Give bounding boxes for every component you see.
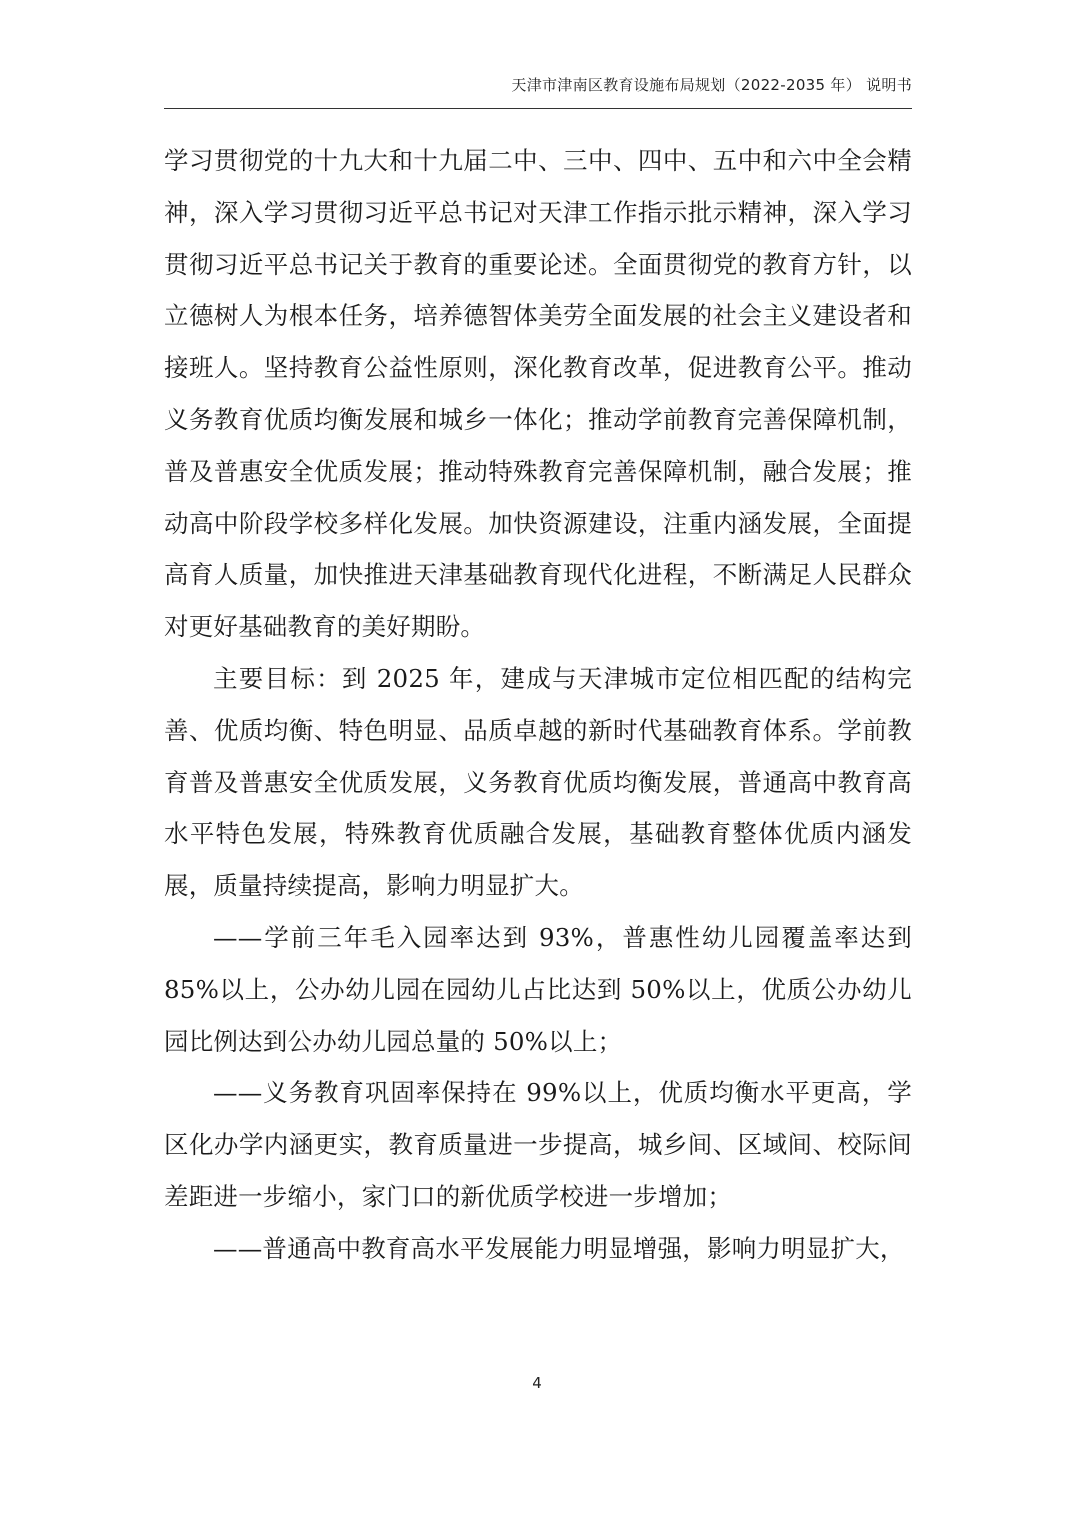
paragraph-main-goals: 主要目标：到 2025 年，建成与天津城市定位相匹配的结构完善、优质均衡、特色明显、品质卓越的新时代基础教育体系。学前教育普及普惠安全优质发展，义务教育优质均衡发展，普通高中教育高水平特色发展，特殊教育优质融合发展，基础教育整体优质内涵发展，质量持续提高，影响力明显扩大。 [164,663,912,901]
running-header: 天津市津南区教育设施布局规划（2022-2035 年） 说明书 [511,76,912,94]
paragraph-guiding-ideology: 学习贯彻党的十九大和十九届二中、三中、四中、五中和六中全会精神，深入学习贯彻习近平总书记对天津工作指示批示精神，深入学习贯彻习近平总书记关于教育的重要论述。全面贯彻党的教育方针，以立德树人为根本任务，培养德智体美劳全面发展的社会主义建设者和接班人。坚持教育公益性原则，深化教育改革，促进教育公平。推动义务教育优质均衡发展和城乡一体化；推动学前教育完善保障机制，普及普惠安全优质发展；推动特殊教育完善保障机制，融合发展；推动高中阶段学校多样化发展。加快资源建设，注重内涵发展，全面提高育人质量，加快推进天津基础教育现代化进程，不断满足人民群众对更好基础教育的美好期盼。 [164,146,912,642]
paragraph-compulsory-goals: ——义务教育巩固率保持在 99%以上，优质均衡水平更高，学区化办学内涵更实，教育质量进一步提高，城乡间、区域间、校际间差距进一步缩小，家门口的新优质学校进一步增加； [164,1078,912,1211]
header-rule [164,108,912,109]
page-number: 4 [532,1374,542,1392]
body-text [164,135,912,1275]
paragraph-high-school-goals: ——普通高中教育高水平发展能力明显增强，影响力明显扩大， [213,1233,905,1263]
paragraph-preschool-goals: ——学前三年毛入园率达到 93%，普惠性幼儿园覆盖率达到 85%以上，公办幼儿园在园幼儿占比达到 50%以上，优质公办幼儿园比例达到公办幼儿园总量的 50%以上； [164,922,912,1056]
